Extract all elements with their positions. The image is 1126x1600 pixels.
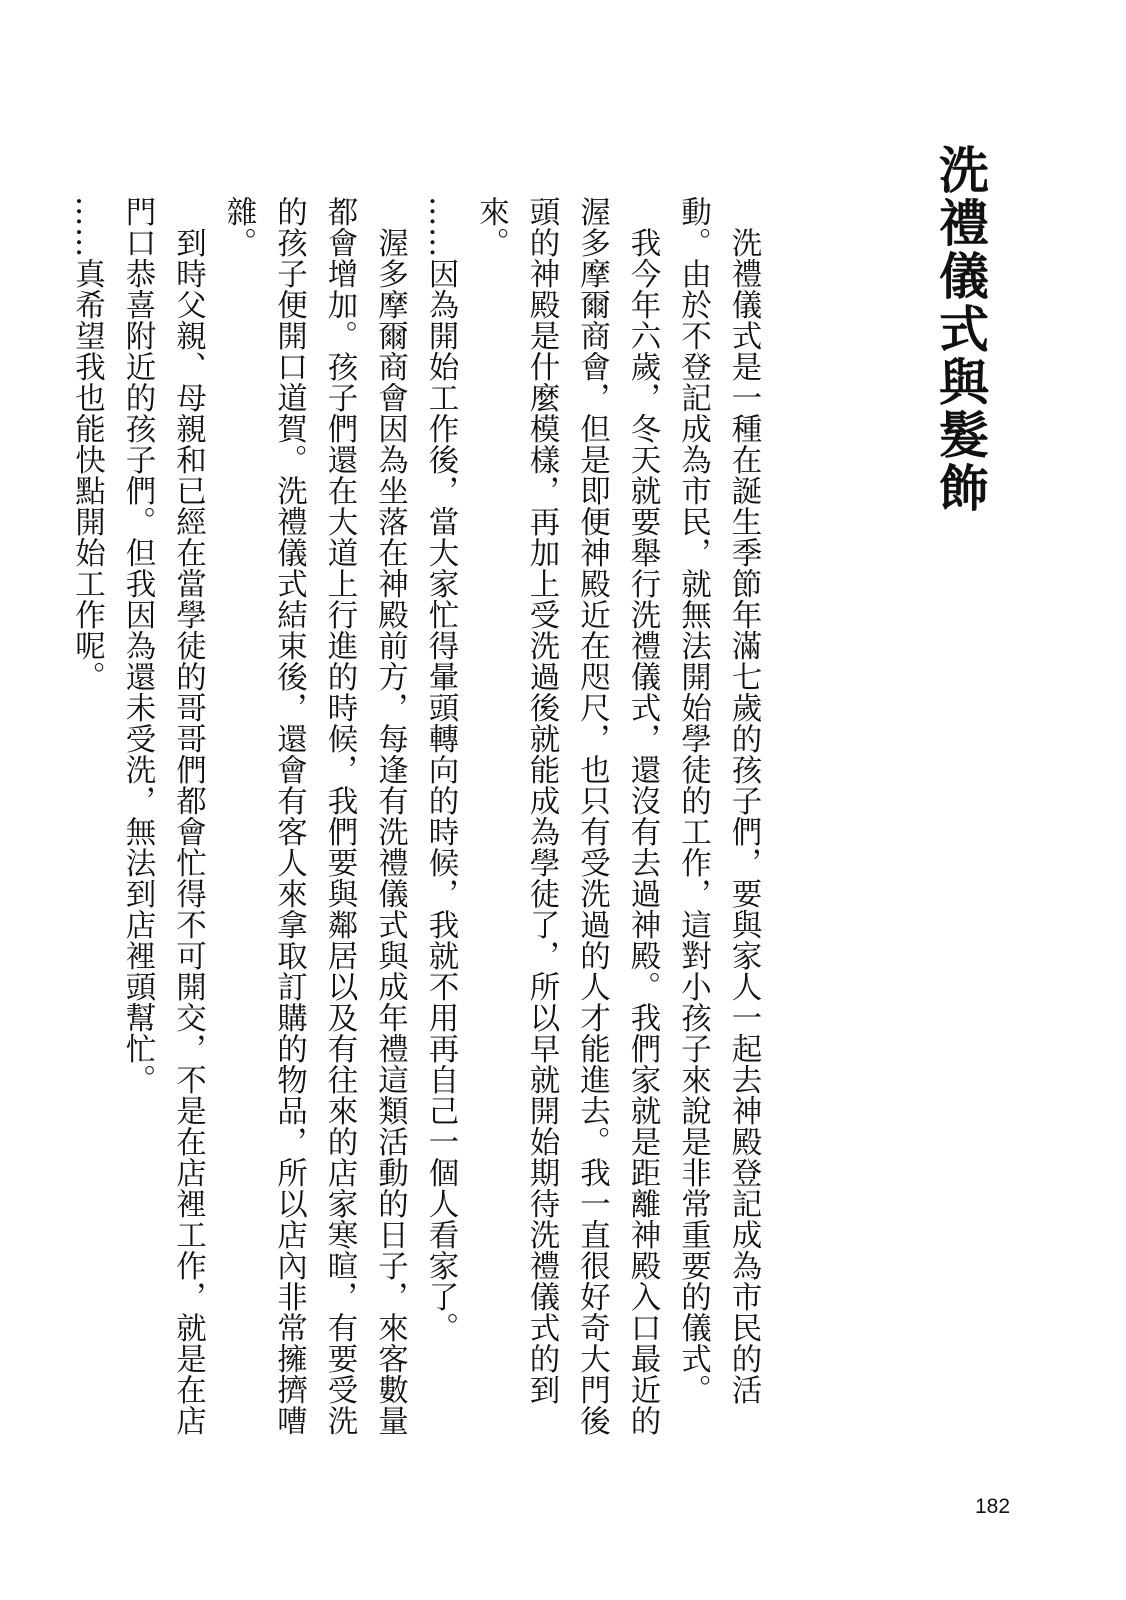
paragraph: 我今年六歲，冬天就要舉行洗禮儀式，還沒有去過神殿。我們家就是距離神殿入口最近的渥多摩爾商會，但是即便神殿近在咫尺，也只有受洗過的人才能進去。我一直很好奇大門後頭的神殿是什麼模樣，再加上受洗過後就能成為學徒了，所以早就開始期待洗禮儀式的到來。: [473, 196, 660, 1436]
paragraph: 到時父親、母親和已經在當學徒的哥哥們都會忙得不可開交，不是在店裡工作，就是在店門口恭喜附近的孩子們。但我因為還未受洗，無法到店裡頭幫忙。: [120, 196, 206, 1436]
paragraph: ……真希望我也能快點開始工作呢。: [69, 196, 105, 692]
chapter-title: 洗禮儀式與髮飾: [931, 144, 989, 515]
page-number: 182: [975, 1495, 1011, 1518]
chapter-body: [61, 196, 768, 1446]
paragraph: 洗禮儀式是一種在誕生季節年滿七歲的孩子們，要與家人一起去神殿登記成為市民的活動。由於不登記成為市民，就無法開始學徒的工作，這對小孩子來說是非常重要的儀式。: [675, 196, 761, 1405]
paragraph: ……因為開始工作後，當大家忙得暈頭轉向的時候，我就不用再自己一個人看家了。: [423, 196, 458, 1343]
paragraph: 渥多摩爾商會因為坐落在神殿前方，每逢有洗禮儀式與成年禮這類活動的日子，來客數量都會增加。孩子們還在大道上行進的時候，我們要與鄰居以及有往來的店家寒暄，有要受洗的孩子便開口道賀。洗禮儀式結束後，還會有客人來拿取訂購的物品，所以店內非常擁擠嘈雜。: [221, 196, 408, 1436]
